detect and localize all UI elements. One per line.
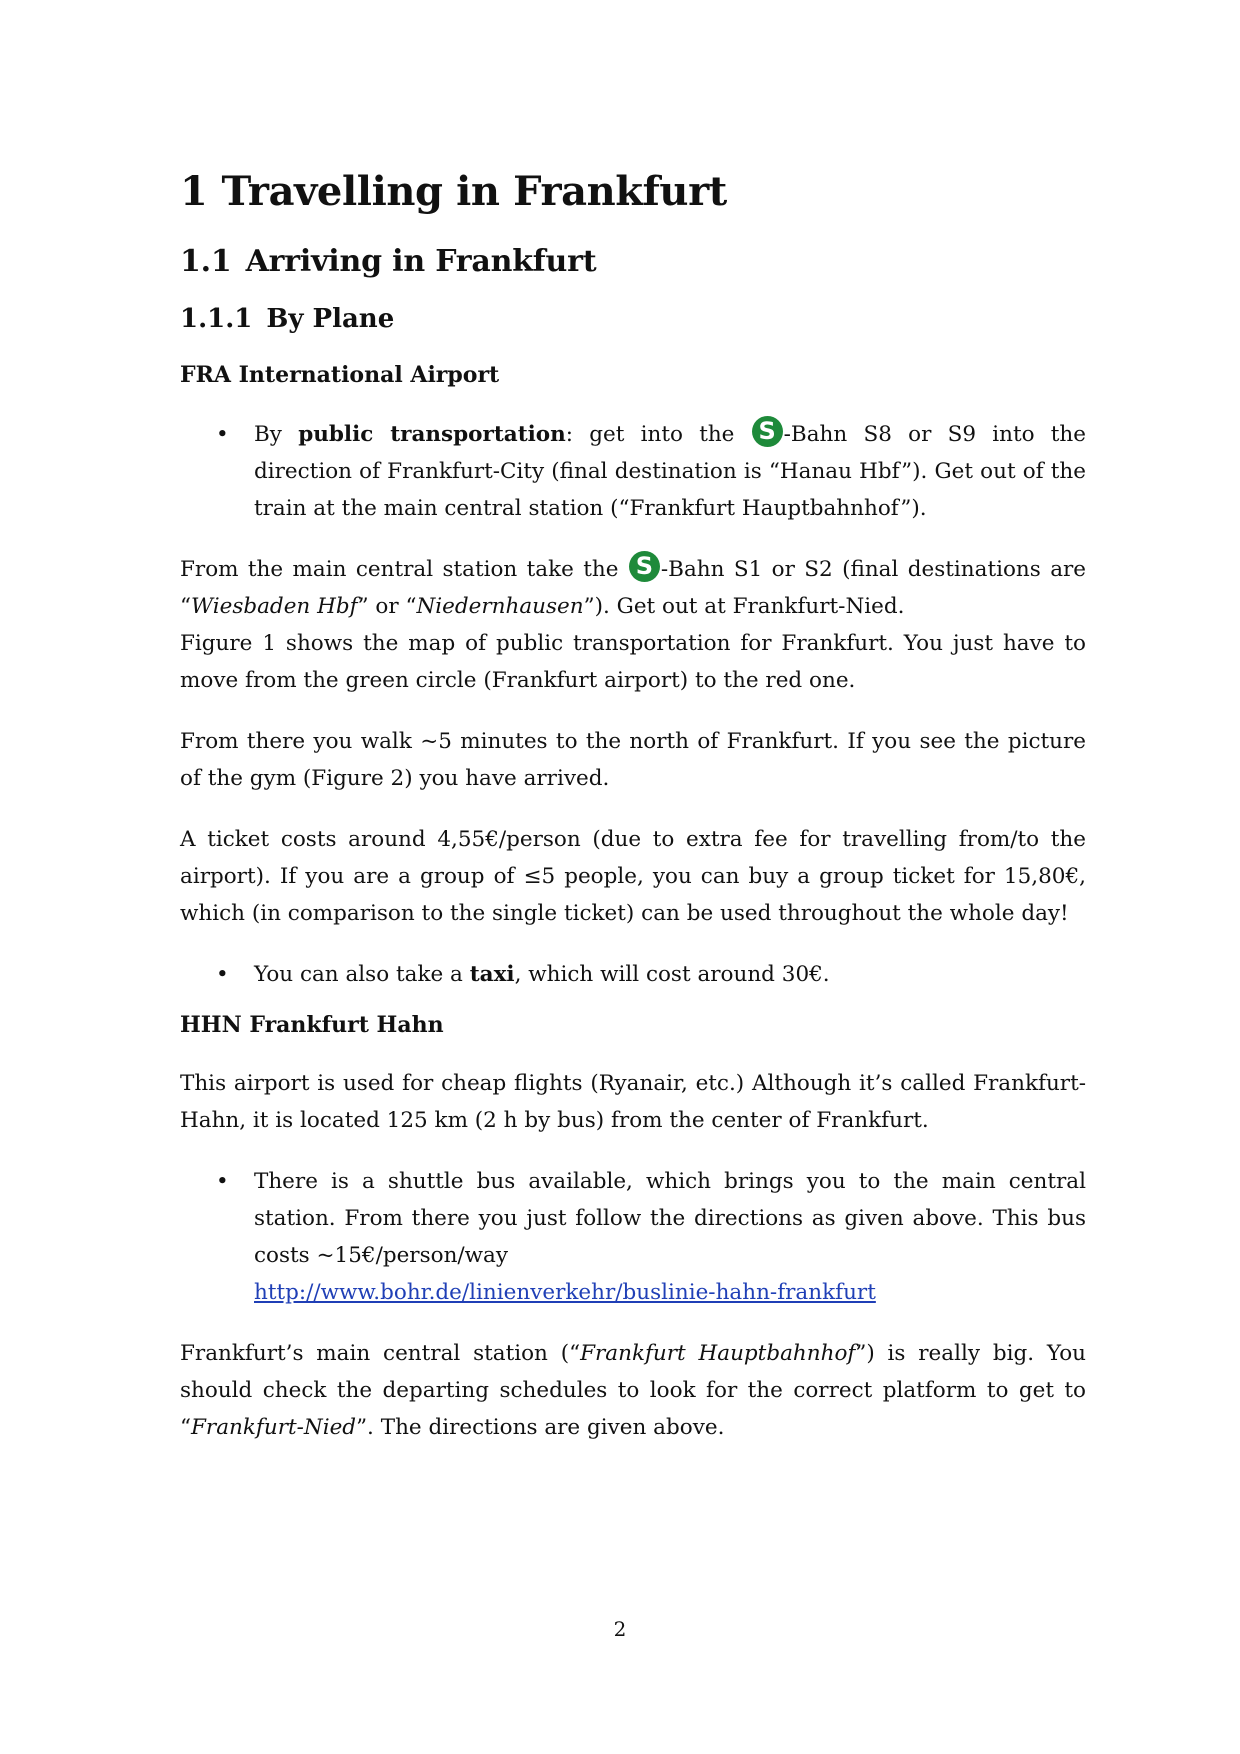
text-run: You can also take a	[254, 961, 470, 987]
heading-1-title: Travelling in Frankfurt	[221, 168, 727, 215]
hhn-paragraph-station	[180, 1335, 1086, 1446]
hhn-paragraph-intro: This airport is used for cheap flights (Ryanair, etc.) Although it’s called Frankfurt-Hahn, it is located 125 km (2 h by bus) from the center of Frankfurt.	[180, 1071, 1086, 1134]
text-run: ”. The directions are given above.	[356, 1415, 725, 1441]
text-run: ”). Get out at Frankfurt-Nied.	[583, 593, 905, 619]
text-run: , which will cost around 30€.	[514, 961, 830, 987]
hhn-bullet-shuttle	[180, 1163, 1086, 1311]
fra-paragraph-transfer	[180, 551, 1086, 625]
italic-hauptbahnhof: Frankfurt Hauptbahnhof	[580, 1341, 856, 1367]
heading-1-number: 1	[180, 168, 208, 215]
fra-paragraph-walk: From there you walk ~5 minutes to the north of Frankfurt. If you see the picture of the gym (Figure 2) you have arrived.	[180, 728, 1086, 791]
page-number: 2	[613, 1617, 627, 1641]
heading-3-title: By Plane	[266, 304, 395, 334]
bullet-mid: : get into the	[565, 421, 751, 447]
fra-paragraph-figure-1: Figure 1 shows the map of public transportation for Frankfurt. You just have to move from the green circle (Frankfurt airport) to the red one.	[180, 630, 1086, 693]
bullet-icon: •	[216, 421, 229, 447]
heading-3-number: 1.1.1	[180, 304, 253, 334]
text-run: ”) is really big. You should check the departing schedules to look for the correct platform to get to “	[180, 1341, 1086, 1441]
bullet-rest: -Bahn S8 or S9 into the direction of Frankfurt-City (final destination is “Hanau Hbf”). Get out of the train at the main central station (“Frankfurt Hauptbahnhof”).	[254, 421, 1087, 521]
bullet-icon: •	[216, 1169, 229, 1195]
fra-bullet-public-transport	[180, 416, 1086, 527]
heading-3	[180, 304, 1086, 335]
fra-bullet-taxi	[180, 956, 1086, 993]
heading-2	[180, 244, 1086, 280]
bullet-text	[254, 1163, 1086, 1311]
heading-2-title: Arriving in Frankfurt	[245, 244, 597, 279]
italic-wiesbaden: Wiesbaden Hbf	[191, 593, 358, 619]
bullet-prefix: By	[254, 421, 299, 447]
text-run: Frankfurt’s main central station (“	[180, 1341, 581, 1367]
bullet-text	[254, 956, 1086, 993]
bullet-text	[254, 416, 1086, 527]
sbahn-logo-icon: S	[629, 551, 660, 582]
heading-2-number: 1.1	[180, 244, 232, 279]
text-run: From the main central station take the	[180, 556, 628, 582]
italic-frankfurt-nied: Frankfurt-Nied	[191, 1415, 357, 1441]
sbahn-logo-icon: S	[752, 416, 783, 447]
hhn-heading: HHN Frankfurt Hahn	[180, 1011, 444, 1038]
page-content	[180, 168, 1086, 1470]
text-run: -Bahn S1 or S2 (final destinations are “	[180, 556, 1087, 619]
text-run: There is a shuttle bus available, which brings you to the main central station. From there you just follow the directions as given above. This bus costs ~15€/person/way	[254, 1169, 1086, 1269]
bullet-icon: •	[216, 961, 229, 987]
bus-link[interactable]: http://www.bohr.de/linienverkehr/buslinie-hahn-frankfurt	[254, 1280, 876, 1306]
text-run: ” or “	[357, 593, 417, 619]
heading-1	[180, 168, 1086, 216]
fra-paragraph-ticket: A ticket costs around 4,55€/person (due to extra fee for travelling from/to the airport). If you are a group of ≤5 people, you can buy a group ticket for 15,80€, which (in comparison to the single ticket) can be used throughout the whole day!	[180, 826, 1086, 926]
italic-niedernhausen: Niedernhausen	[416, 593, 584, 619]
bold-public-transportation: public transportation	[298, 421, 566, 447]
fra-heading: FRA International Airport	[180, 362, 500, 389]
bold-taxi: taxi	[469, 961, 515, 987]
